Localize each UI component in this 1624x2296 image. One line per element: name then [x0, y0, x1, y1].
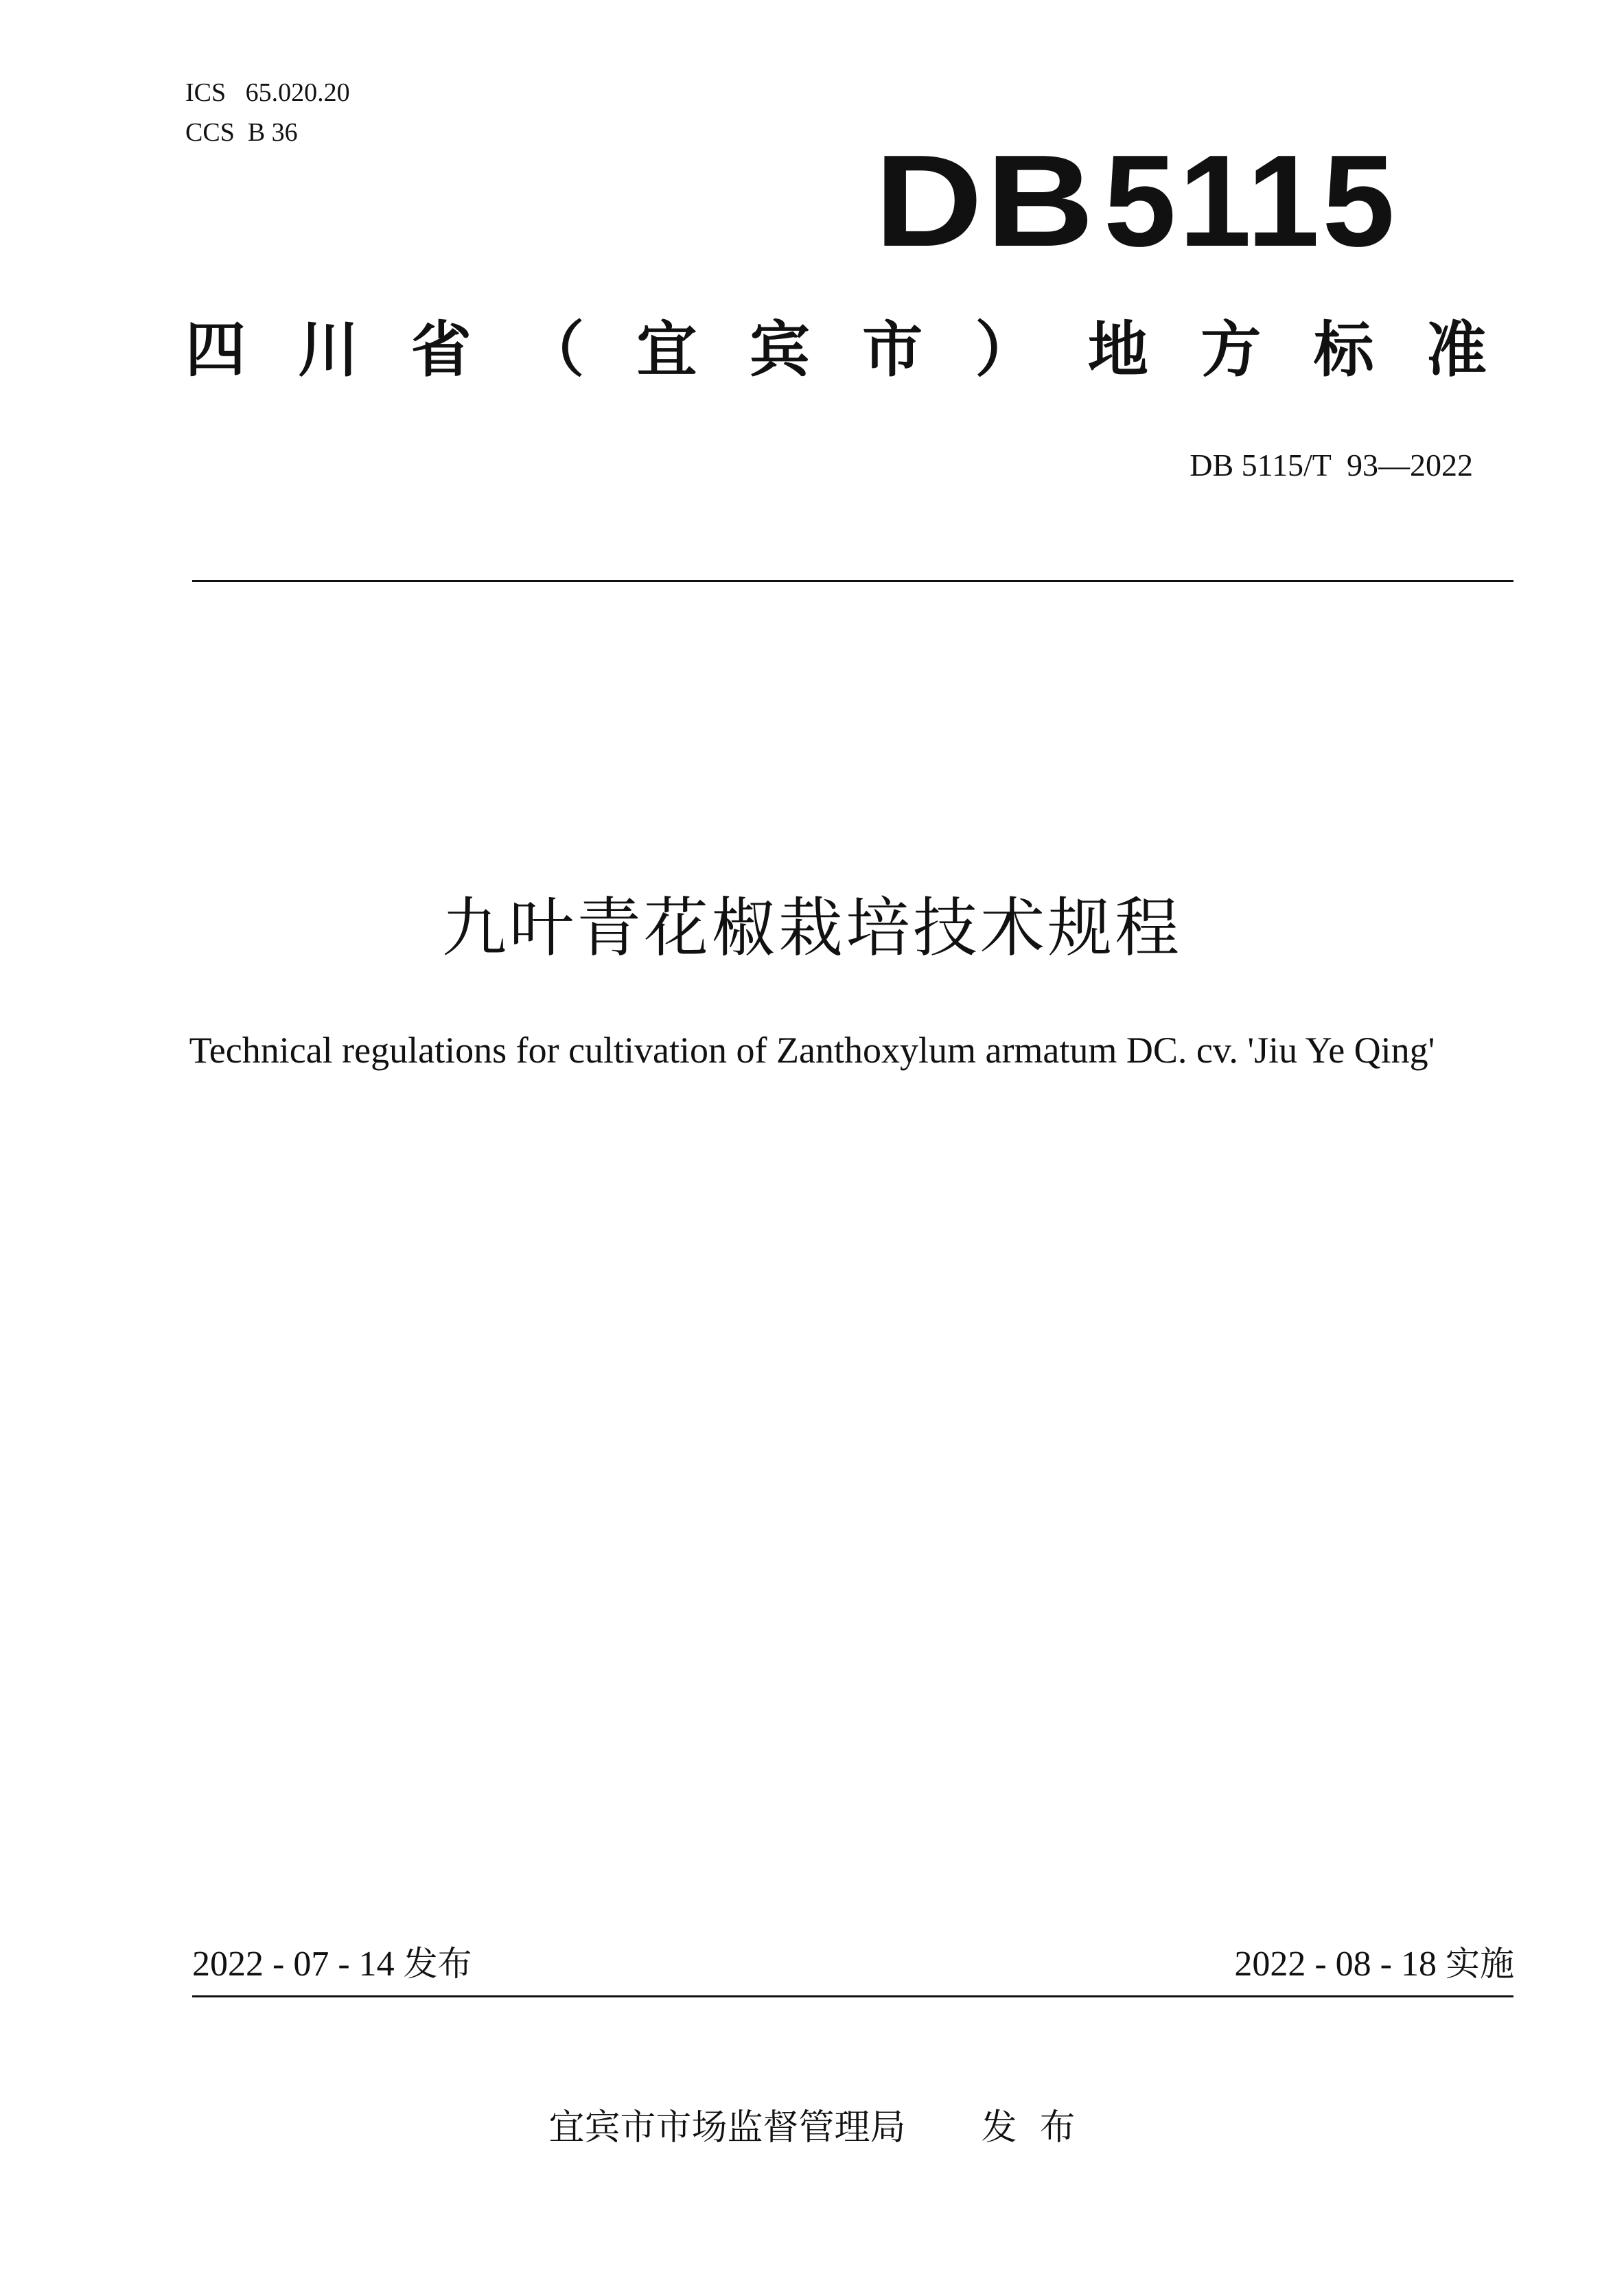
issue-label: 发布 [403, 1944, 472, 1984]
issue-date: 2022 - 07 - 14 [192, 1945, 395, 1984]
document-title-en: Technical regulations for cultivation of Zanthoxylum armatum DC. cv. 'Jiu Ye Qing' [189, 1030, 1435, 1071]
issue-date-line [192, 1943, 472, 1986]
category-char: 四 [185, 314, 246, 385]
category-char: （ [524, 314, 585, 385]
publisher-line [0, 2106, 1624, 2150]
category-char: 宾 [749, 314, 810, 385]
implement-date-line [1234, 1943, 1514, 1986]
db-code: 5115 [1103, 128, 1397, 274]
category-char: 方 [1200, 314, 1262, 385]
implement-label: 实施 [1446, 1944, 1514, 1984]
db-mark [874, 128, 1397, 274]
category-char: 宜 [636, 314, 697, 385]
category-char: 地 [1087, 314, 1148, 385]
publish-action: 发 布 [981, 2107, 1076, 2148]
category-char: 准 [1426, 314, 1487, 385]
category-char: 标 [1313, 314, 1374, 385]
category-char: 省 [410, 314, 472, 385]
header-divider [192, 580, 1513, 582]
db-prefix: DB [874, 128, 1098, 274]
category-char: 市 [862, 314, 923, 385]
footer-divider [192, 1995, 1513, 1997]
document-title-cn: 九叶青花椒栽培技术规程 [441, 891, 1182, 966]
implement-date: 2022 - 08 - 18 [1234, 1945, 1437, 1984]
ics-code: ICS 65.020.20 [185, 78, 350, 107]
standard-number: DB 5115/T 93—2022 [1190, 448, 1473, 483]
category-char: 川 [298, 314, 359, 385]
ccs-code: CCS B 36 [185, 118, 298, 147]
publisher-name: 宜宾市市场监督管理局 [548, 2107, 906, 2148]
standard-category [185, 316, 1487, 384]
category-char: ） [975, 314, 1036, 385]
